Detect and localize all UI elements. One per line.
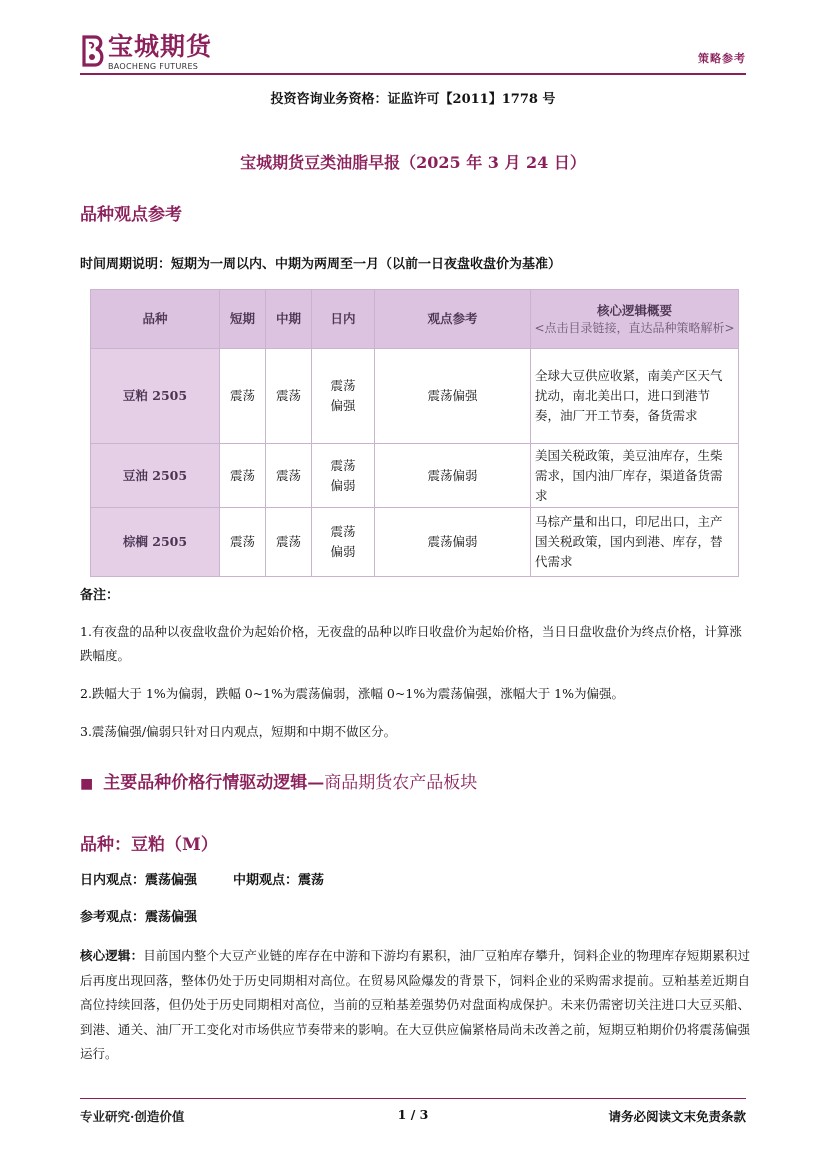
core-logic-label: 核心逻辑：: [80, 948, 144, 963]
variety-title: 品种：豆粕（M）: [80, 835, 218, 855]
cell-mid: 震荡: [266, 444, 312, 508]
brand-logo-icon: [80, 34, 106, 68]
header-intraday: 日内: [312, 290, 375, 349]
cell-intraday: [312, 349, 375, 444]
table-row: [91, 349, 739, 444]
header-logic-link-hint[interactable]: <点击目录链接，直达品种策略解析>: [534, 320, 735, 335]
cell-short: 震荡: [220, 508, 266, 577]
header-mid: 中期: [266, 290, 312, 349]
notes-title: 备注：: [80, 588, 120, 603]
cell-short: 震荡: [220, 444, 266, 508]
variety-link-soymeal[interactable]: 豆粕 2505: [91, 349, 220, 444]
header-variety: 品种: [91, 290, 220, 349]
core-logic-paragraph: [80, 944, 750, 1067]
cell-logic: 美国关税政策，美豆油库存，生柴需求，国内油厂库存，渠道备货需求: [531, 444, 739, 508]
table-row: [91, 508, 739, 577]
cell-mid: 震荡: [266, 508, 312, 577]
cell-logic: 全球大豆供应收紧，南美产区天气扰动，南北美出口，进口到港节奏，油厂开工节奏，备货需求: [531, 349, 739, 444]
reference-view: 参考观点：震荡偏强: [80, 910, 198, 925]
header-logic-title: 核心逻辑概要: [596, 302, 672, 318]
table-row: [91, 444, 739, 508]
header-view: 观点参考: [375, 290, 531, 349]
header-short: 短期: [220, 290, 266, 349]
section-heading-main: [80, 768, 477, 793]
brand-logo-english: BAOCHENG FUTURES: [108, 62, 199, 71]
cell-mid: 震荡: [266, 349, 312, 444]
cell-intraday: [312, 444, 375, 508]
section-heading-bold: 主要品种价格行情驱动逻辑—: [103, 773, 325, 793]
report-title: 宝城期货豆类油脂早报（2025 年 3 月 24 日）: [240, 153, 586, 172]
brand-logo-text: 宝城期货: [108, 32, 213, 61]
cell-intraday-text: 震荡偏弱: [330, 524, 356, 559]
intraday-view: 日内观点：震荡偏强: [80, 873, 198, 888]
cell-intraday-text: 震荡偏弱: [330, 457, 356, 493]
footer-divider: [80, 1098, 746, 1099]
note-item: 3.震荡偏强/偏弱只针对日内观点，短期和中期不做区分。: [80, 724, 397, 739]
cell-view: 震荡偏强: [375, 349, 531, 444]
footer-slogan: 专业研究·创造价值: [80, 1109, 185, 1124]
note-item: 2.跌幅大于 1%为偏弱，跌幅 0~1%为震荡偏弱，涨幅 0~1%为震荡偏强，涨幅大于 1%为偏强。: [80, 686, 624, 701]
section-heading-normal: 商品期货农产品板块: [324, 773, 478, 793]
note-item: 1.有夜盘的品种以夜盘收盘价为起始价格，无夜盘的品种以昨日收盘价为起始价格，当日日盘收盘价为终点价格，计算涨跌幅度。: [80, 624, 742, 663]
variety-link-soyoil[interactable]: 豆油 2505: [91, 444, 220, 508]
variety-link-palm[interactable]: 棕榈 2505: [91, 508, 220, 577]
cell-view: 震荡偏弱: [375, 444, 531, 508]
section-heading-view: 品种观点参考: [80, 205, 182, 225]
mid-view: 中期观点：震荡: [233, 873, 325, 888]
square-bullet-icon: ■: [80, 776, 94, 792]
header-divider: [80, 73, 746, 75]
header-logic[interactable]: [531, 290, 739, 349]
cell-short: 震荡: [220, 349, 266, 444]
cell-intraday-text: 震荡偏强: [330, 378, 356, 413]
qualification-line: 投资咨询业务资格：证监许可【2011】1778 号: [270, 92, 556, 107]
cell-logic: 马棕产量和出口，印尼出口，主产国关税政策，国内到港、库存，替代需求: [531, 508, 739, 577]
period-note: 时间周期说明：短期为一周以内、中期为两周至一月（以前一日夜盘收盘价为基准）: [80, 257, 562, 272]
footer-disclaimer: 请务必阅读文末免责条款: [608, 1109, 746, 1124]
cell-intraday: [312, 508, 375, 577]
table-header-row: [91, 290, 739, 349]
cell-view: 震荡偏弱: [375, 508, 531, 577]
core-logic-text: 目前国内整个大豆产业链的库存在中游和下游均有累积，油厂豆粕库存攀升，饲料企业的物理库存短期累积过后再度出现回落，整体仍处于历史同期相对高位。在贸易风险爆发的背景下，饲料企业的采购需求提前。豆粕基差近期自高位持续回落，但仍处于历史同期相对高位，当前的豆粕基差强势仍对盘面构成保护。未来仍需密切关注进口大豆买船、到港、通关、油厂开工变化对市场供应节奏带来的影响。在大豆供应偏紧格局尚未改善之前，短期豆粕期价仍将震荡偏强运行。: [80, 948, 750, 1061]
header-category-label: 策略参考: [698, 52, 746, 65]
page-number: 1 / 3: [397, 1107, 429, 1122]
view-table: [90, 289, 739, 577]
views-line: [80, 869, 324, 888]
